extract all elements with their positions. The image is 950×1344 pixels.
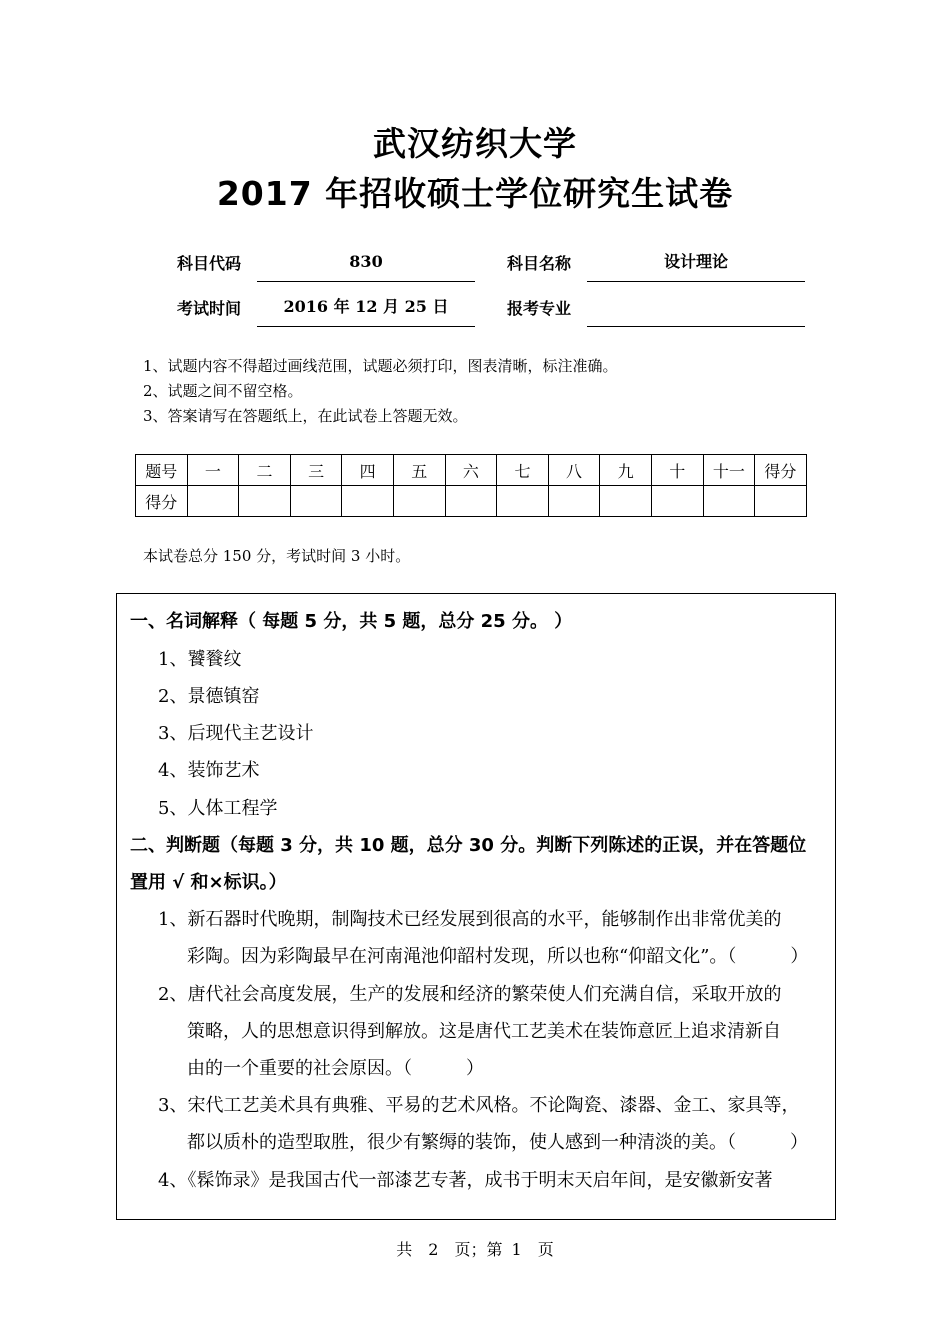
question-2-cont: 策略，人的思想意识得到解放。这是唐代工艺美术在装饰意匠上追求清新自 [187, 1021, 781, 1042]
score-cell [342, 486, 394, 517]
exam-time-value: 2016 年 12 月 25 日 [257, 296, 475, 327]
score-cell [239, 486, 291, 517]
major-value [587, 296, 805, 327]
question-4: 4、《髹饰录》是我国古代一部漆艺专著，成书于明末天启年间，是安徽新安著 [158, 1170, 773, 1191]
table-cell: 二 [239, 455, 291, 486]
question-2-cont: 由的一个重要的社会原因。（ ） [187, 1058, 484, 1079]
table-cell: 十一 [703, 455, 755, 486]
table-cell: 九 [600, 455, 652, 486]
table-cell: 一 [187, 455, 239, 486]
score-table-header-row [136, 455, 807, 486]
subject-name-label: 科目名称 [507, 254, 572, 273]
list-item: 4、装饰艺术 [158, 760, 260, 781]
note-item: 3、答案请写在答题纸上，在此试卷上答题无效。 [143, 407, 468, 425]
note-item: 1、试题内容不得超过画线范围，试题必须打印，图表清晰，标注准确。 [143, 357, 618, 375]
section1-heading: 一、名词解释（ 每题 5 分，共 5 题，总分 25 分。 ） [130, 611, 573, 632]
exam-title: 2017 年招收硕士学位研究生试卷 [216, 174, 734, 213]
note-item: 2、试题之间不留空格。 [143, 382, 303, 400]
score-cell [393, 486, 445, 517]
table-cell: 八 [548, 455, 600, 486]
question-2: 2、唐代社会高度发展，生产的发展和经济的繁荣使人们充满自信，采取开放的 [158, 984, 782, 1005]
major-label: 报考专业 [507, 299, 572, 318]
exam-notes [143, 354, 618, 429]
table-cell: 得分 [755, 455, 807, 486]
table-cell: 三 [290, 455, 342, 486]
table-cell: 十 [651, 455, 703, 486]
question-3-cont: 都以质朴的造型取胜，很少有繁缛的装饰，使人感到一种清淡的美。（ ） [187, 1132, 808, 1153]
score-cell [703, 486, 755, 517]
question-1-cont: 彩陶。因为彩陶最早在河南渑池仰韶村发现，所以也称“仰韶文化”。（ ） [187, 946, 809, 967]
question-box [116, 593, 836, 1220]
table-cell: 七 [497, 455, 549, 486]
score-cell [497, 486, 549, 517]
section2-heading-cont: 置用 √ 和×标识。） [130, 872, 287, 893]
exam-time-label: 考试时间 [177, 299, 242, 318]
score-cell [548, 486, 600, 517]
score-cell [600, 486, 652, 517]
question-3: 3、宋代工艺美术具有典雅、平易的艺术风格。不论陶瓷、漆器、金工、家具等， [158, 1095, 800, 1116]
table-cell: 四 [342, 455, 394, 486]
list-item: 3、后现代主艺设计 [158, 723, 314, 744]
page-footer: 共 2 页；第 1 页 [396, 1240, 554, 1259]
table-cell: 得分 [136, 486, 188, 517]
score-cell [651, 486, 703, 517]
score-table-score-row [136, 486, 807, 517]
subject-code-label: 科目代码 [177, 254, 242, 273]
score-cell [187, 486, 239, 517]
list-item: 2、景德镇窑 [158, 686, 260, 707]
total-info: 本试卷总分 150 分，考试时间 3 小时。 [143, 547, 411, 565]
university-title: 武汉纺织大学 [373, 124, 577, 163]
subject-name-value: 设计理论 [587, 251, 805, 282]
list-item: 1、饕餮纹 [158, 649, 242, 670]
table-cell: 题号 [136, 455, 188, 486]
subject-code-value: 830 [257, 251, 475, 282]
list-item: 5、人体工程学 [158, 798, 278, 819]
score-table [135, 454, 807, 517]
table-cell: 六 [445, 455, 497, 486]
section2-heading: 二、判断题（每题 3 分，共 10 题，总分 30 分。判断下列陈述的正误，并在答题位 [130, 835, 807, 856]
score-cell [755, 486, 807, 517]
question-1: 1、新石器时代晚期，制陶技术已经发展到很高的水平，能够制作出非常优美的 [158, 909, 782, 930]
score-cell [290, 486, 342, 517]
score-cell [445, 486, 497, 517]
table-cell: 五 [393, 455, 445, 486]
